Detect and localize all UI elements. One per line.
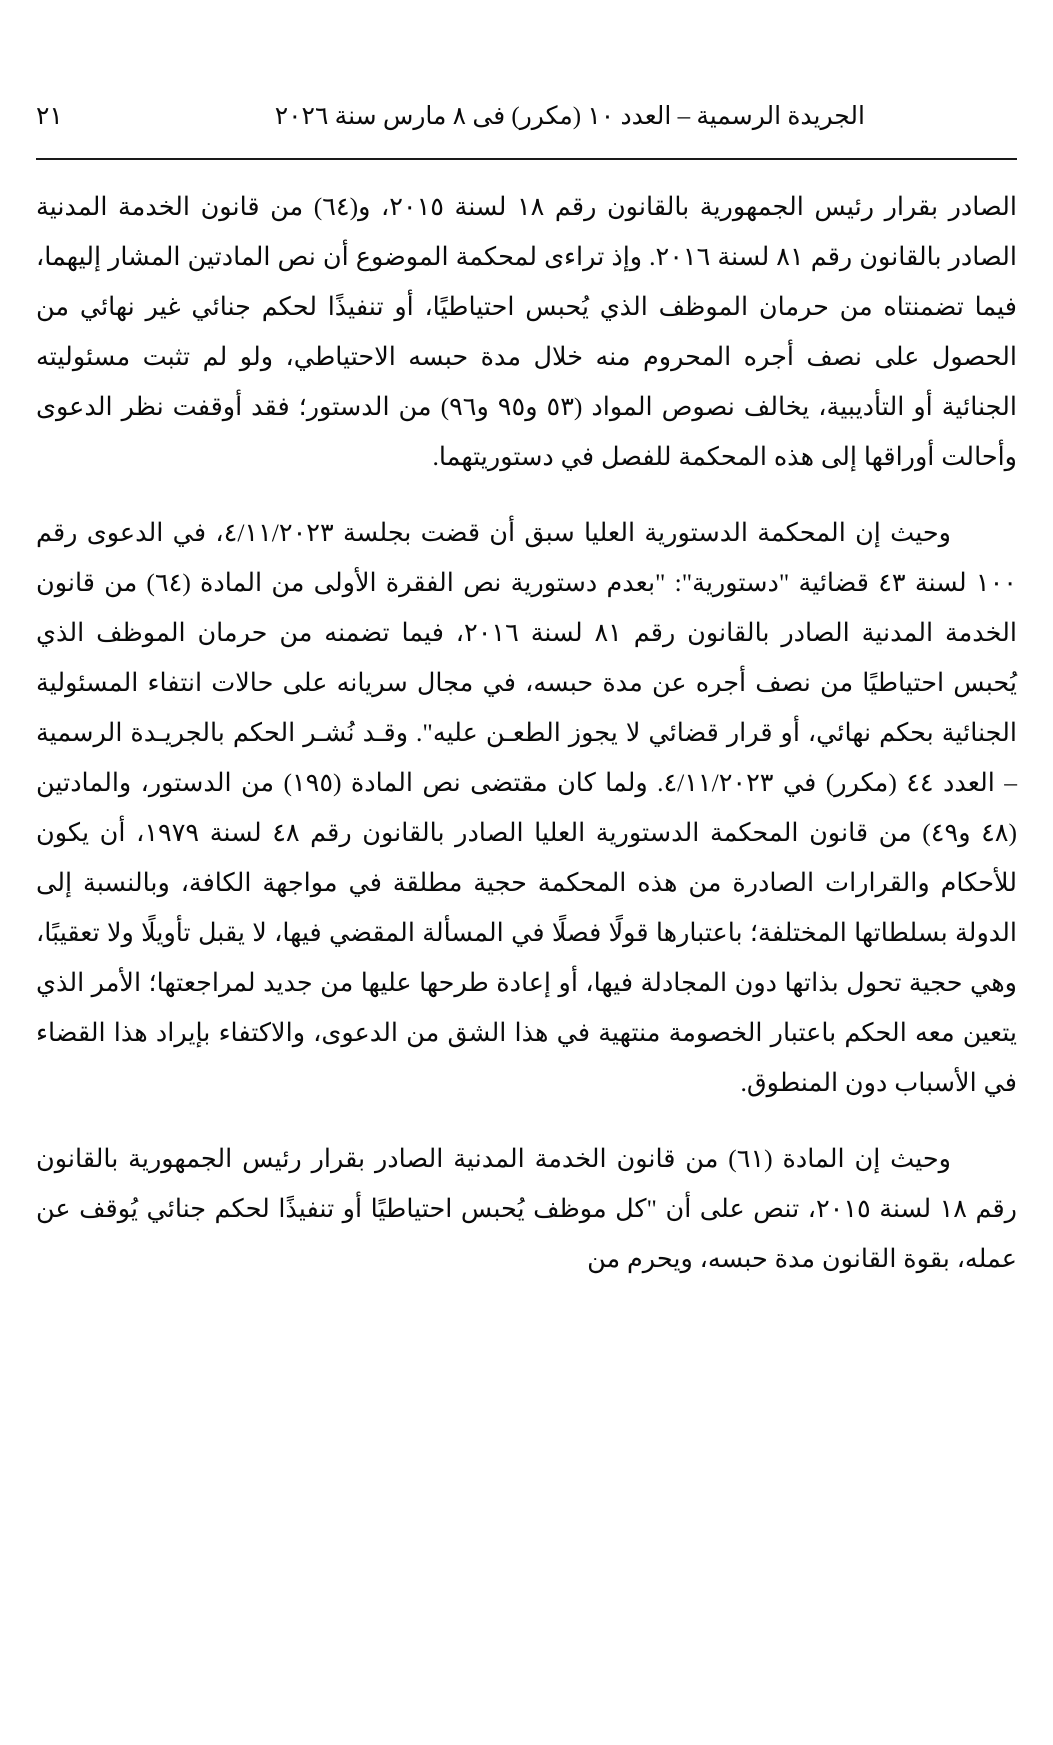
document-body [36, 182, 1017, 1725]
body-paragraph-1: الصادر بقرار رئيس الجمهورية بالقانون رقم ١٨ لسنة ٢٠١٥، و(٦٤) من قانون الخدمة المدنية الصادر بالقانون رقم ٨١ لسنة ٢٠١٦. وإذ تراءى لمحكمة الموضوع أن نص المادتين المشار إليهما، فيما تضمنتاه من حرمان الموظف الذي يُحبس احتياطيًا، أو تنفيذًا لحكم جنائي غير نهائي من الحصول على نصف أجره المحروم منه خلال مدة حبسه الاحتياطي، ولو لم تثبت مسئوليته الجنائية أو التأديبية، يخالف نصوص المواد (٥٣ و٩٥ و٩٦) من الدستور؛ فقد أوقفت نظر الدعوى وأحالت أوراقها إلى هذه المحكمة للفصل في دستوريتهما. [36, 192, 1017, 471]
page-number: ٢١ [36, 103, 63, 130]
header-divider-rule [36, 158, 1017, 160]
body-paragraph-2: وحيث إن المحكمة الدستورية العليا سبق أن قضت بجلسة ٤/١١/٢٠٢٣، في الدعوى رقم ١٠٠ لسنة ٤٣ قضائية "دستورية": "بعدم دستورية نص الفقرة الأولى من المادة (٦٤) من قانون الخدمة المدنية الصادر بالقانون رقم ٨١ لسنة ٢٠١٦، فيما تضمنه من حرمان الموظف الذي يُحبس احتياطيًا من نصف أجره عن مدة حبسه، في مجال سريانه على حالات انتفاء المسئولية الجنائية بحكم نهائي، أو قرار قضائي لا يجوز الطعـن عليه". وقـد نُشـر الحكم بالجريـدة الرسمية – العدد ٤٤ (مكرر) في ٤/١١/٢٠٢٣. ولما كان مقتضى نص المادة (١٩٥) من الدستور، والمادتين (٤٨ و٤٩) من قانون المحكمة الدستورية العليا الصادر بالقانون رقم ٤٨ لسنة ١٩٧٩، أن يكون للأحكام والقرارات الصادرة من هذه المحكمة حجية مطلقة في مواجهة الكافة، وبالنسبة إلى الدولة بسلطاتها المختلفة؛ باعتبارها قولًا فصلًا في المسألة المقضي فيها، لا يقبل تأويلًا ولا تعقيبًا، وهي حجية تحول بذاتها دون المجادلة فيها، أو إعادة طرحها عليها من جديد لمراجعتها؛ الأمر الذي يتعين معه الحكم باعتبار الخصومة منتهية في هذا الشق من الدعوى، والاكتفاء بإيراد هذا القضاء في الأسباب دون المنطوق. [36, 518, 1017, 1097]
body-paragraph-3: وحيث إن المادة (٦١) من قانون الخدمة المدنية الصادر بقرار رئيس الجمهورية بالقانون رقم ١٨ لسنة ٢٠١٥، تنص على أن "كل موظف يُحبس احتياطيًا أو تنفيذًا لحكم جنائي يُوقف عن عمله، بقوة القانون مدة حبسه، ويحرم من [36, 1144, 1017, 1273]
running-head [36, 100, 1017, 144]
gazette-title: الجريدة الرسمية – العدد ١٠ (مكرر) فى ٨ مارس سنة ٢٠٢٦ [274, 103, 865, 130]
